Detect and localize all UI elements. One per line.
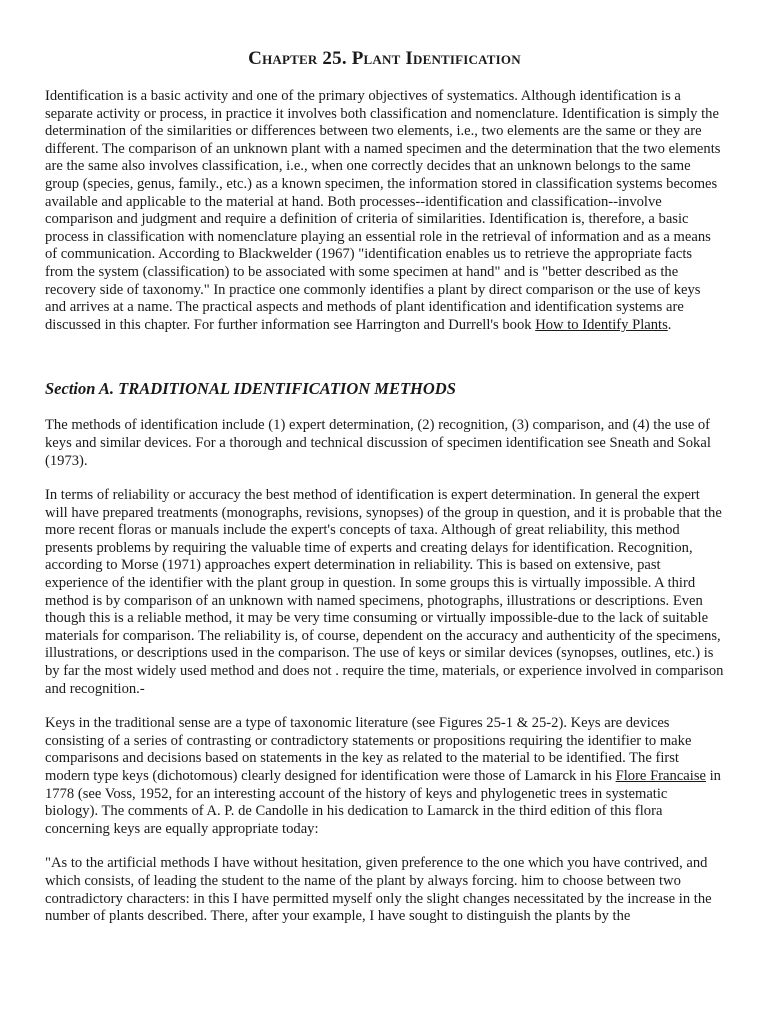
book-link-how-to-identify-plants[interactable]: How to Identify Plants (535, 316, 668, 333)
intro-paragraph (45, 88, 724, 334)
keys-text: Keys in the traditional sense are a type of taxonomic literature (see Figures 25-1 & 25-2). Keys are devices consisting of a series of contrasting or contradictory statements or propositions requiring the identifier to make comparisons and decisions based on statements in the key as related to the material to be identified. The first modern type keys (dichotomous) clearly designed for identification were those of Lamarck in his (45, 715, 692, 784)
book-link-flore-francaise[interactable]: Flore Francaise (615, 768, 706, 784)
intro-text-end: . (667, 316, 672, 333)
reliability-paragraph: In terms of reliability or accuracy the best method of identification is expert determination. In general the expert will have prepared treatments (monographs, revisions, synopses) of the group in question, and it is probable that the more recent floras or manuals include the expert's concepts of taxa. Although of great reliability, this method presents problems by requiring the valuable time of experts and creating delays for identification. Recognition, according to Morse (1971) approaches expert determination in reliability. This is based on extensive, past experience of the identifier with the plant group in question. In some groups this is virtually impossible. A third method is by comparison of an unknown with named specimens, photographs, illustrations or descriptions. Even though this is a reliable method, it may be very time consuming or virtually impossible-due to the lack of suitable materials for comparison. The reliability is, of course, dependent on the accuracy and authenticity of the specimens, illustrations, or descriptions used in the comparison. The use of keys or similar devices (synopses, outlines, etc.) is by far the most widely used method and does not . require the time, materials, or experience involved in comparison and recognition.- (45, 487, 724, 697)
quote-paragraph: "As to the artificial methods I have without hesitation, given preference to the one which you have contrived, and which consists, of leading the student to the name of the plant by always forcing. him to choose between two contradictory characters: in this I have permitted myself only the slight changes necessitated by the increase in the number of plants described. There, after your example, I have sought to distinguish the plants by the (45, 855, 712, 925)
section-a-title: Section A. TRADITIONAL IDENTIFICATION METHODS (45, 379, 456, 399)
keys-text-end: in 1778 (see Voss, 1952, for an interesting account of the history of keys and phylogenetic trees in systematic biology). The comments of A. P. de Candolle in his dedication to Lamarck in the third edition of this flora concerning keys are equally appropriate today: (45, 768, 721, 837)
intro-text: Identification is a basic activity and one of the primary objectives of systematics. Although identification is a separate activity or process, in practice it involves both classification and nomenclature. Identification is simply the determination of the similarities or differences between two elements, i.e., two elements are the same or they are different. The comparison of an unknown plant with a named specimen and the determination that the two elements are the same also involves classification, i.e., when one correctly decides that an unknown belongs to the same group (species, genus, family., etc.) as a known specimen, the information stored in classification systems becomes available and applicable to the material at hand. Both processes--identification and classification--involve comparison and judgment and require a definition of criteria of similarities. Identification is, therefore, a basic process in classification with nomenclature playing an essential role in the retrieval of information and as a means of communication. According to Blackwelder (1967) "identification enables us to retrieve the appropriate facts from the system (classification) to be associated with some specimen at hand" and is "better described as the recovery side of taxonomy." In practice one commonly identifies a plant by direct comparison or the use of keys and arrives at a name. The practical aspects and methods of plant identification and identification systems are discussed in this chapter. For further information see Harrington and Durrell's book (45, 88, 721, 333)
keys-paragraph (45, 715, 724, 838)
chapter-title: Chapter 25. Plant Identification (248, 48, 521, 69)
methods-paragraph: The methods of identification include (1) expert determination, (2) recognition, (3) comparison, and (4) the use of keys and similar devices. For a thorough and technical discussion of specimen identification see Sneath and Sokal (1973). (45, 417, 711, 469)
